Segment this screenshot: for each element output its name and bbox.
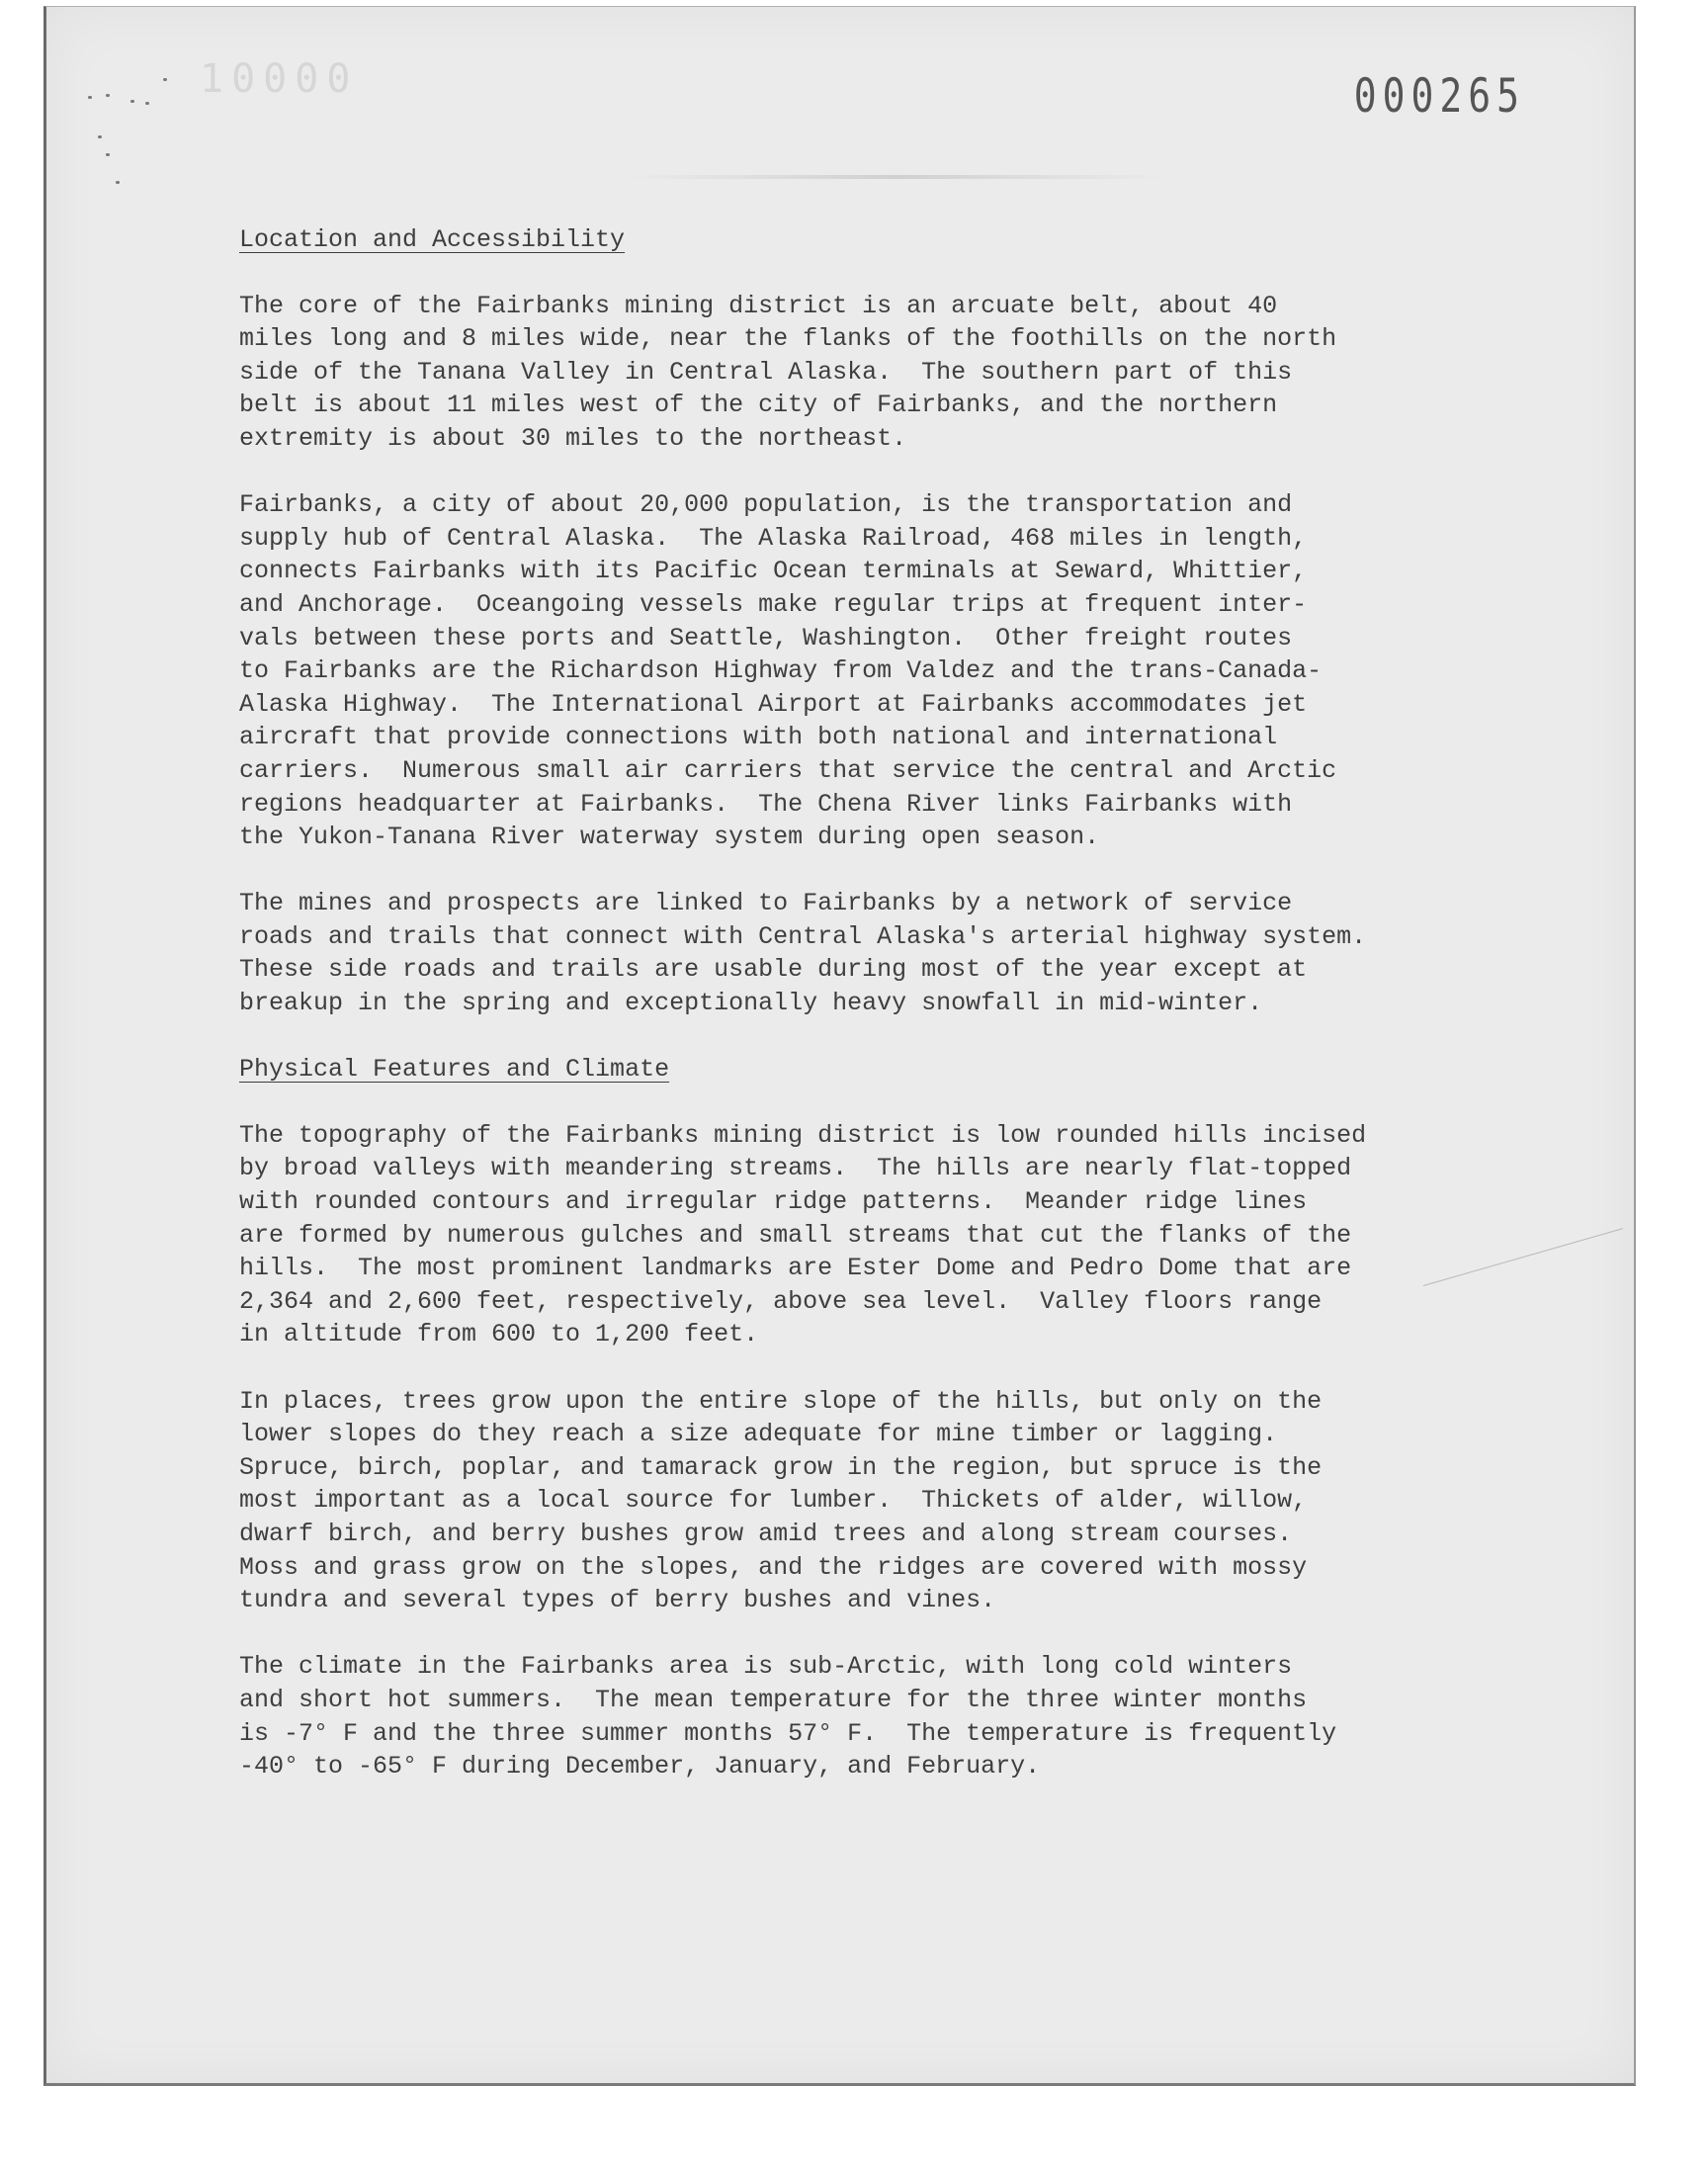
ink-speck: [163, 78, 167, 81]
text-line: side of the Tanana Valley in Central Alaska. The southern part of this: [239, 357, 1293, 387]
text-line: belt is about 11 miles west of the city of Fairbanks, and the northern: [239, 391, 1278, 420]
ink-speck: [88, 96, 92, 99]
text-line: hills. The most prominent landmarks are Ester Dome and Pedro Dome that are: [239, 1254, 1352, 1283]
section-heading: Location and Accessibility: [239, 225, 626, 254]
paragraph: [239, 1385, 1554, 1617]
text-line: and Anchorage. Oceangoing vessels make regular trips at frequent inter-: [239, 589, 1308, 619]
ink-speck: [145, 102, 149, 105]
text-line: extremity is about 30 miles to the northeast.: [239, 423, 907, 453]
document-body: [239, 223, 1554, 1816]
text-line: to Fairbanks are the Richardson Highway from Valdez and the trans-Canada-: [239, 656, 1323, 686]
text-line: lower slopes do they reach a size adequate for mine timber or lagging.: [239, 1420, 1278, 1449]
text-line: connects Fairbanks with its Pacific Ocean terminals at Seward, Whittier,: [239, 557, 1308, 586]
text-line: vals between these ports and Seattle, Washington. Other freight routes: [239, 623, 1293, 652]
text-line: 2,364 and 2,600 feet, respectively, above sea level. Valley floors range: [239, 1286, 1323, 1316]
text-line: breakup in the spring and exceptionally heavy snowfall in mid-winter.: [239, 989, 1263, 1018]
document-stamp-number: 000265: [1353, 68, 1525, 123]
section-heading: Physical Features and Climate: [239, 1055, 670, 1085]
ink-speck: [130, 100, 134, 103]
text-line: tundra and several types of berry bushes and vines.: [239, 1586, 996, 1615]
faint-smudge: [630, 175, 1163, 179]
text-line: Spruce, birch, poplar, and tamarack grow in the region, but spruce is the: [239, 1452, 1323, 1482]
text-line: dwarf birch, and berry bushes grow amid trees and along stream courses.: [239, 1519, 1293, 1548]
paragraph: [239, 1119, 1554, 1351]
text-line: In places, trees grow upon the entire slope of the hills, but only on the: [239, 1386, 1323, 1416]
text-line: aircraft that provide connections with both national and international: [239, 723, 1278, 752]
ink-speck: [106, 94, 110, 97]
text-line: The topography of the Fairbanks mining district is low rounded hills incised: [239, 1120, 1367, 1150]
paragraph: [239, 290, 1554, 456]
text-line: The climate in the Fairbanks area is sub-Arctic, with long cold winters: [239, 1652, 1293, 1682]
paragraph: [239, 887, 1554, 1019]
text-line: is -7° F and the three summer months 57° F. The temperature is frequently: [239, 1718, 1337, 1748]
text-line: -40° to -65° F during December, January, and February.: [239, 1752, 1041, 1782]
text-line: roads and trails that connect with Central Alaska's arterial highway system.: [239, 921, 1367, 951]
paragraph: [239, 488, 1554, 854]
text-line: supply hub of Central Alaska. The Alaska Railroad, 468 miles in length,: [239, 523, 1308, 553]
ink-speck: [116, 181, 120, 184]
paragraph: [239, 1650, 1554, 1783]
text-line: in altitude from 600 to 1,200 feet.: [239, 1320, 759, 1349]
text-line: Alaska Highway. The International Airport at Fairbanks accommodates jet: [239, 689, 1308, 719]
text-line: miles long and 8 miles wide, near the flanks of the foothills on the north: [239, 324, 1337, 354]
text-line: The core of the Fairbanks mining district is an arcuate belt, about 40: [239, 291, 1278, 320]
faint-page-number: 10000: [200, 56, 359, 102]
text-line: regions headquarter at Fairbanks. The Chena River links Fairbanks with: [239, 789, 1293, 819]
text-line: Moss and grass grow on the slopes, and the ridges are covered with mossy: [239, 1552, 1308, 1582]
text-line: are formed by numerous gulches and small streams that cut the flanks of the: [239, 1220, 1352, 1250]
text-line: by broad valleys with meandering streams. The hills are nearly flat-topped: [239, 1154, 1352, 1183]
text-line: and short hot summers. The mean temperature for the three winter months: [239, 1685, 1308, 1714]
text-line: with rounded contours and irregular ridge patterns. Meander ridge lines: [239, 1187, 1308, 1217]
ink-speck: [98, 135, 102, 138]
text-line: carriers. Numerous small air carriers that service the central and Arctic: [239, 755, 1337, 785]
text-line: These side roads and trails are usable during most of the year except at: [239, 955, 1308, 985]
ink-speck: [106, 153, 110, 156]
text-line: the Yukon-Tanana River waterway system during open season.: [239, 823, 1100, 852]
text-line: The mines and prospects are linked to Fairbanks by a network of service: [239, 889, 1293, 918]
text-line: most important as a local source for lumber. Thickets of alder, willow,: [239, 1486, 1308, 1516]
text-line: Fairbanks, a city of about 20,000 population, is the transportation and: [239, 490, 1293, 520]
